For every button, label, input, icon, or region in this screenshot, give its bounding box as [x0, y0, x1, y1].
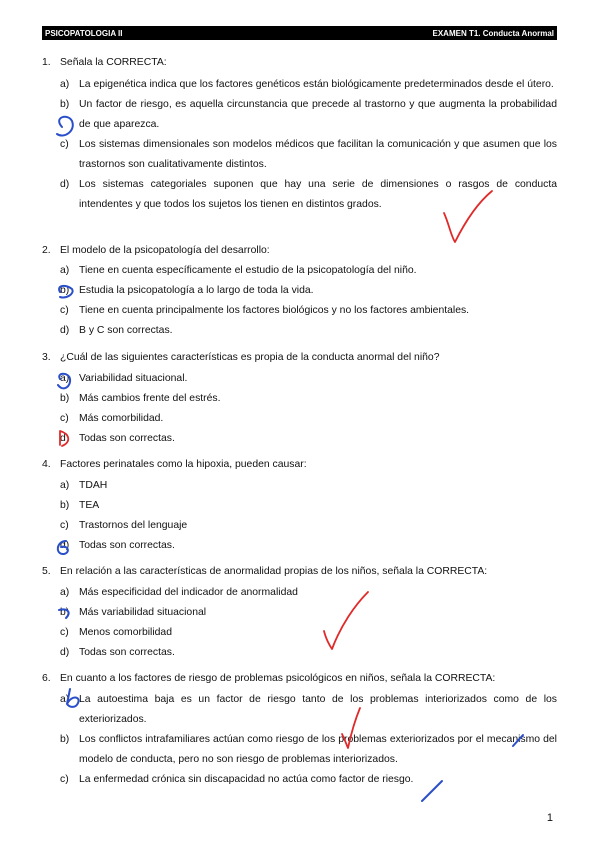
option-text: La enfermedad crónica sin discapacidad no actúa como factor de riesgo.: [79, 774, 414, 785]
option-d[interactable]: [60, 175, 557, 215]
option-text: Todas son correctas.: [79, 647, 175, 658]
option-text: Más especificidad del indicador de anormalidad: [79, 587, 298, 598]
option-letter: c): [60, 520, 69, 531]
option-letter: d): [60, 540, 70, 551]
option-letter: a): [60, 587, 70, 598]
option-c[interactable]: [60, 623, 557, 643]
option-text: B y C son correctas.: [79, 325, 173, 336]
option-a[interactable]: [60, 690, 557, 730]
option-b[interactable]: [60, 281, 557, 301]
question-text: Señala la CORRECTA:: [60, 57, 167, 68]
option-c[interactable]: [60, 301, 557, 321]
option-text: Trastornos del lenguaje: [79, 520, 188, 531]
option-a[interactable]: [60, 261, 557, 281]
page-header: [42, 26, 557, 40]
option-letter: a): [60, 694, 70, 705]
question-text: En relación a las características de anormalidad propias de los niños, señala la CORRECTA:: [60, 566, 488, 577]
option-text: Más comorbilidad.: [79, 413, 164, 424]
option-b[interactable]: [60, 496, 557, 516]
option-text: TEA: [79, 500, 100, 511]
question-1: [42, 56, 557, 215]
option-letter: a): [60, 480, 70, 491]
option-letter: d): [60, 179, 70, 190]
question-2: [42, 244, 557, 341]
question-number: 6.: [42, 673, 51, 684]
option-a[interactable]: [60, 75, 557, 95]
option-text: La epigenética indica que los factores genéticos están biológicamente predeterminados desde el útero.: [79, 79, 554, 90]
option-text: La autoestima baja es un factor de riesgo tanto de los problemas interiorizados como de los exteriorizados.: [79, 694, 557, 725]
course-title: PSICOPATOLOGIA II: [45, 28, 123, 38]
option-text: Tiene en cuenta principalmente los factores biológicos y no los factores ambientales.: [79, 305, 470, 316]
option-text: Más cambios frente del estrés.: [79, 393, 221, 404]
option-c[interactable]: [60, 135, 557, 175]
option-letter: a): [60, 79, 70, 90]
question-4: [42, 458, 557, 556]
option-letter: b): [60, 500, 70, 511]
question-number: 2.: [42, 245, 51, 256]
option-text: Estudia la psicopatología a lo largo de toda la vida.: [79, 285, 314, 296]
option-b[interactable]: [60, 95, 557, 135]
option-text: Los conflictos intrafamiliares actúan como riesgo de los problemas exteriorizados por el mecanismo del modelo de conducta, pero no son riesgo de problemas interiorizados.: [79, 734, 557, 765]
option-letter: b): [60, 285, 70, 296]
option-c[interactable]: [60, 770, 557, 790]
option-letter: d): [60, 325, 70, 336]
option-text: Los sistemas dimensionales son modelos médicos que facilitan la comunicación y que asumen que los trastornos son cualitativamente distintos.: [79, 139, 557, 170]
question-5: [42, 565, 557, 663]
option-a[interactable]: [60, 476, 557, 496]
option-text: Los sistemas categoriales suponen que hay una serie de dimensiones o rasgos de conducta intendentes y que todos los sujetos los tienen en distintos grados.: [79, 179, 557, 210]
question-6: [42, 672, 557, 790]
question-text: Factores perinatales como la hipoxia, pueden causar:: [60, 459, 307, 470]
option-text: Más variabilidad situacional: [79, 607, 207, 618]
option-letter: c): [60, 774, 69, 785]
option-c[interactable]: [60, 409, 557, 429]
question-3: [42, 351, 557, 449]
option-letter: b): [60, 734, 70, 745]
page-number: 1: [546, 812, 553, 824]
option-text: Tiene en cuenta específicamente el estudio de la psicopatología del niño.: [79, 265, 417, 276]
option-d[interactable]: [60, 643, 557, 663]
option-b[interactable]: [60, 730, 557, 770]
option-text: Variabilidad situacional.: [79, 373, 188, 384]
question-text: El modelo de la psicopatología del desarrollo:: [60, 245, 270, 256]
option-c[interactable]: [60, 516, 557, 536]
option-text: Un factor de riesgo, es aquella circunstancia que precede al trastorno y que augmenta la probabilidad de que aparezca.: [79, 99, 557, 130]
option-d[interactable]: [60, 429, 557, 449]
option-text: TDAH: [79, 480, 108, 491]
question-number: 5.: [42, 566, 51, 577]
option-text: Todas son correctas.: [79, 433, 175, 444]
question-text: En cuanto a los factores de riesgo de problemas psicológicos en niños, señala la CORRECTA:: [60, 673, 496, 684]
option-letter: c): [60, 305, 69, 316]
option-letter: b): [60, 607, 70, 618]
question-number: 3.: [42, 352, 51, 363]
option-letter: b): [60, 99, 70, 110]
question-number: 4.: [42, 459, 51, 470]
question-text: ¿Cuál de las siguientes características es propia de la conducta anormal del niño?: [60, 352, 440, 363]
option-letter: a): [60, 265, 70, 276]
option-a[interactable]: [60, 583, 557, 603]
question-number: 1.: [42, 57, 51, 68]
option-text: Todas son correctas.: [79, 540, 175, 551]
option-letter: c): [60, 627, 69, 638]
option-b[interactable]: [60, 389, 557, 409]
option-letter: d): [60, 433, 70, 444]
option-b[interactable]: [60, 603, 557, 623]
option-letter: d): [60, 647, 70, 658]
option-a[interactable]: [60, 369, 557, 389]
option-letter: c): [60, 139, 69, 150]
option-letter: a): [60, 373, 70, 384]
option-text: Menos comorbilidad: [79, 627, 172, 638]
option-letter: b): [60, 393, 70, 404]
option-d[interactable]: [60, 321, 557, 341]
option-letter: c): [60, 413, 69, 424]
exam-title: EXAMEN T1. Conducta Anormal: [432, 28, 554, 38]
option-d[interactable]: [60, 536, 557, 556]
